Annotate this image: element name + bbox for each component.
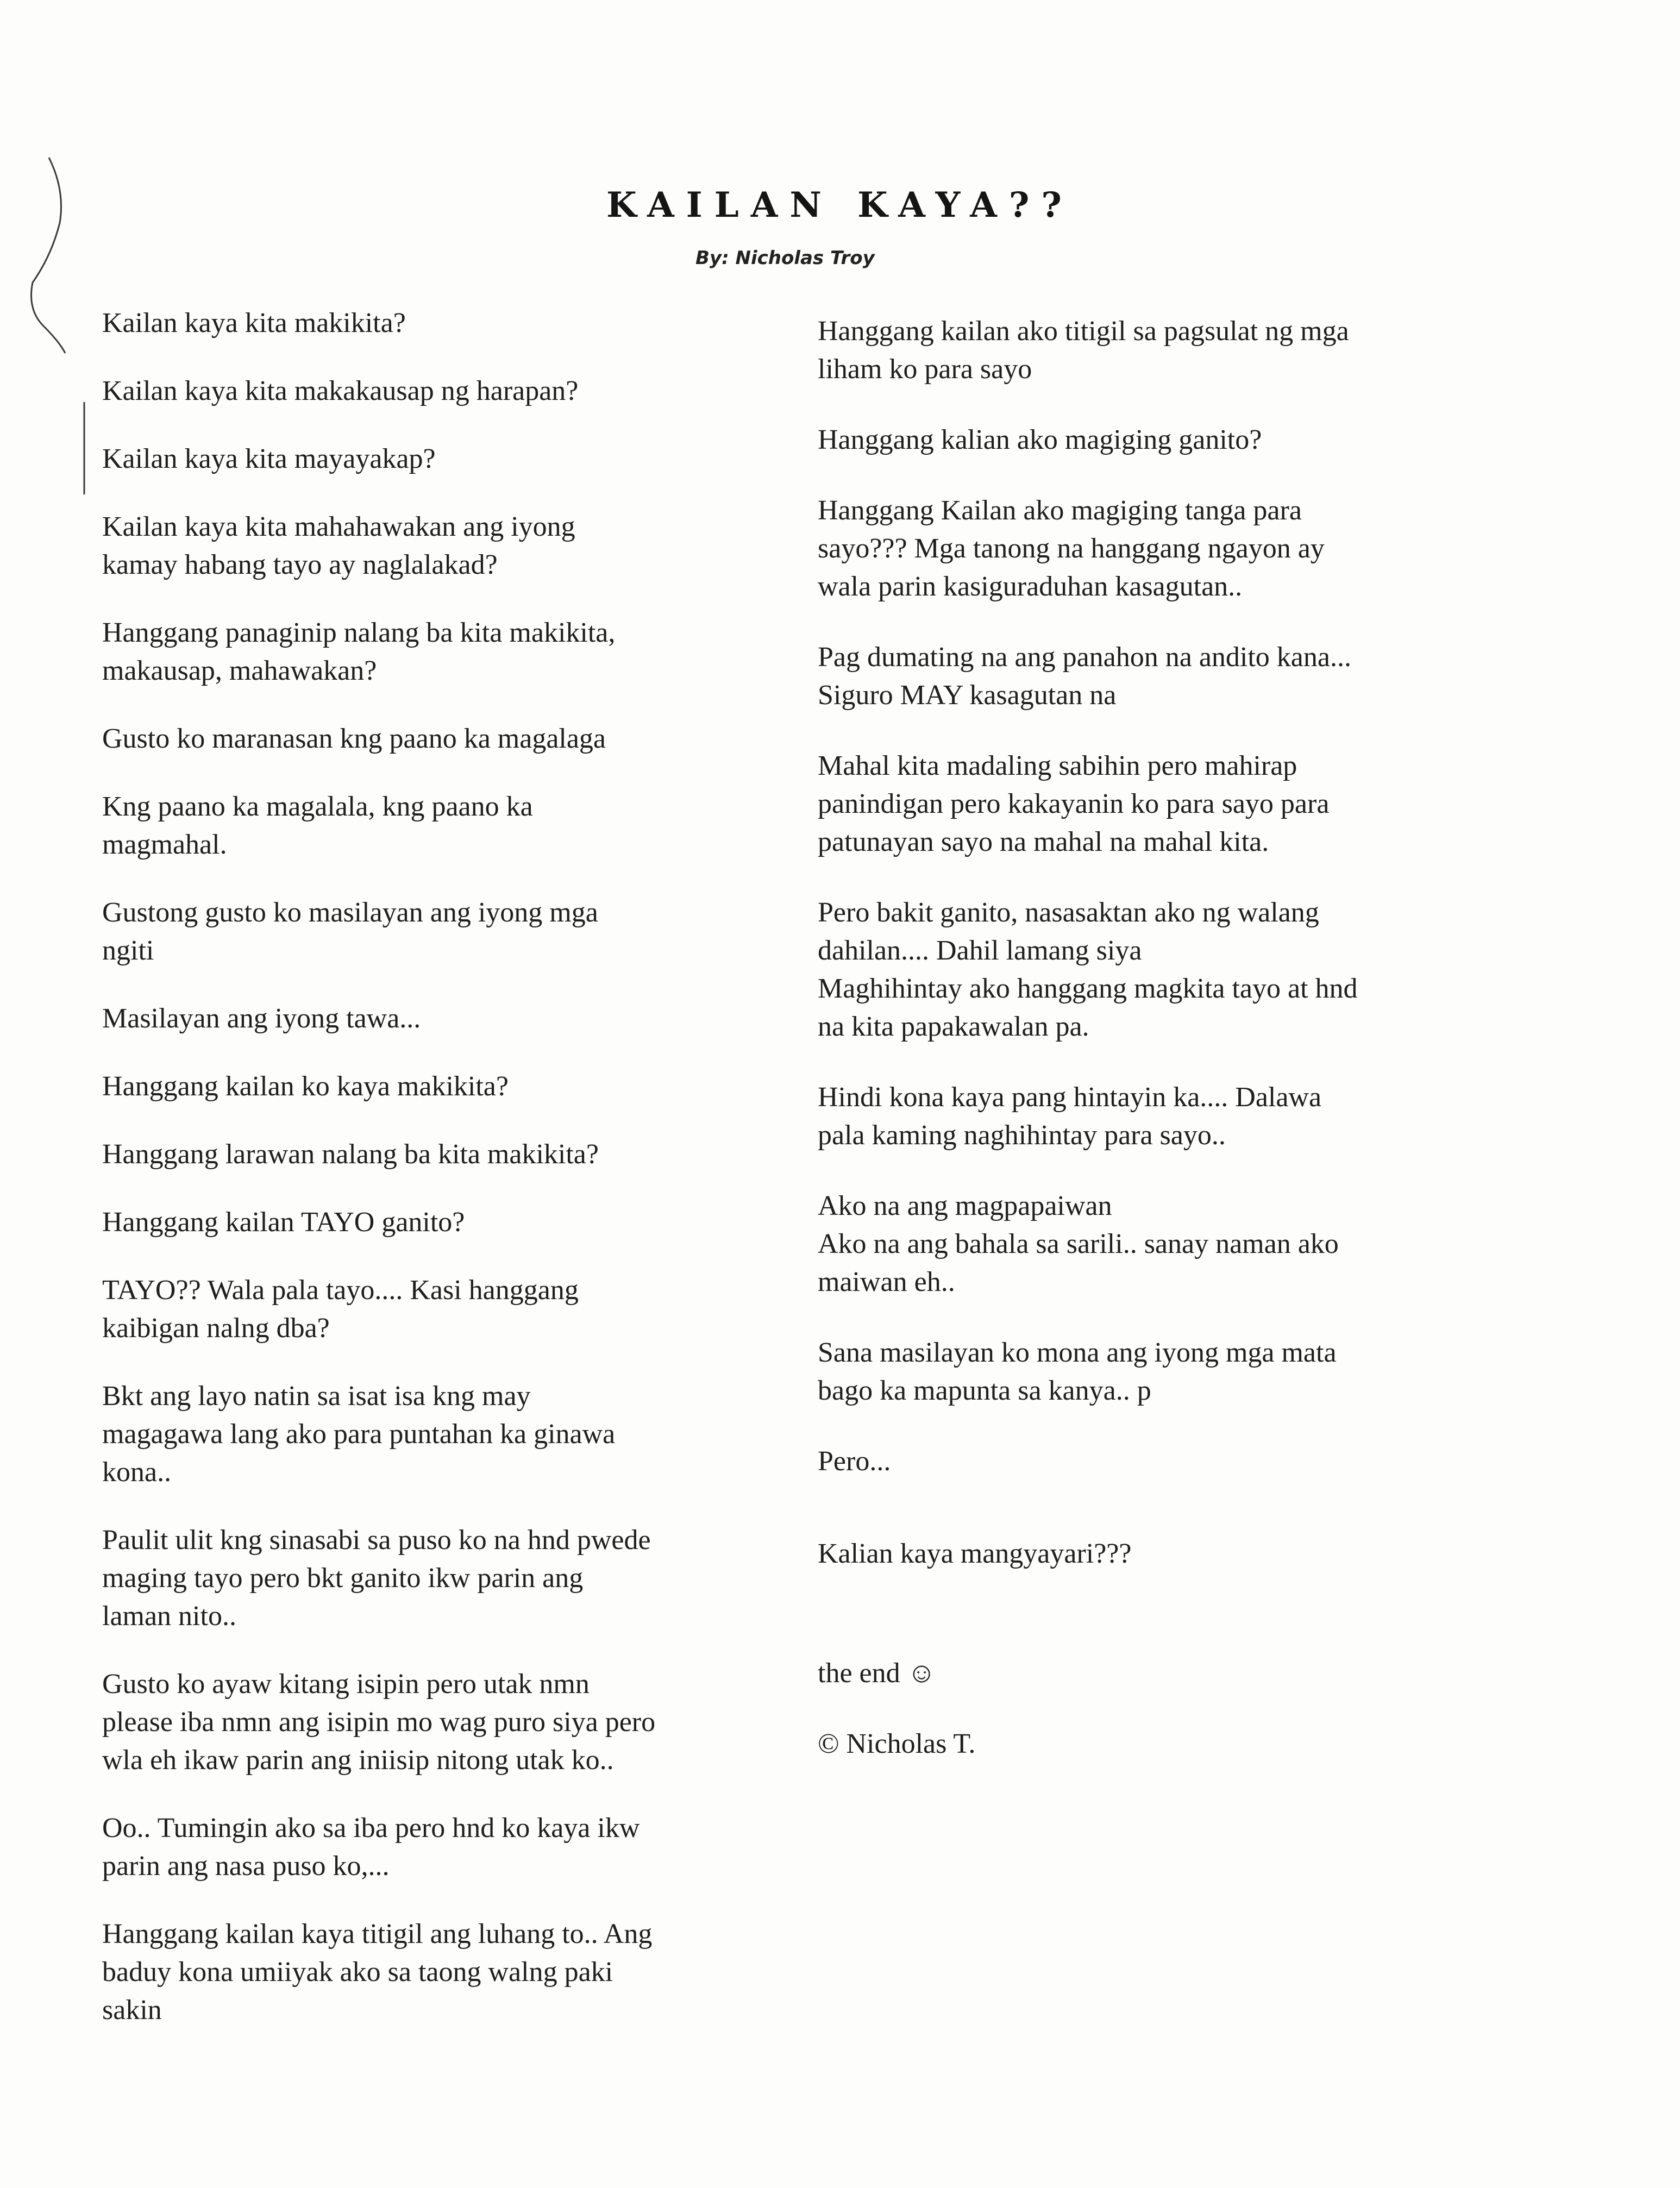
stanza: Kng paano ka magalala, kng paano ka magmahal. (102, 791, 533, 860)
stanza: Kailan kaya kita mayayakap? (102, 443, 436, 474)
stanza: Hanggang kailan kaya titigil ang luhang to.. Ang baduy kona umiiyak ako sa taong walng paki sakin (102, 1919, 653, 2026)
stanza: Paulit ulit kng sinasabi sa puso ko na hnd pwede maging tayo pero bkt ganito ikw parin ang laman nito.. (102, 1525, 651, 1632)
stanza: Kailan kaya kita mahahawakan ang iyong kamay habang tayo ay naglalakad? (102, 511, 575, 580)
stanza: Hanggang Kailan ako magiging tanga para sayo??? Mga tanong na hanggang ngayon ay wala parin kasiguraduhan kasagutan.. (818, 495, 1325, 602)
stanza: Masilayan ang iyong tawa... (102, 1003, 421, 1034)
poem-title: KAILAN KAYA?? (606, 185, 1074, 225)
right-column (818, 312, 1464, 1796)
stanza: Kailan kaya kita makakausap ng harapan? (102, 375, 579, 406)
stanza: Sana masilayan ko mona ang iyong mga mata bago ka mapunta sa kanya.. p (818, 1337, 1337, 1406)
stanza: Pero bakit ganito, nasasaktan ako ng walang dahilan.... Dahil lamang siya Maghihintay ako hanggang magkita tayo at hnd na kita papakawalan pa. (818, 897, 1358, 1042)
stanza: Pero... (818, 1446, 891, 1477)
poem-byline: By: Nicholas Troy (695, 247, 875, 269)
stanza: Kalian kaya mangyayari??? (818, 1538, 1132, 1569)
closing-line: the end ☺ (818, 1658, 936, 1689)
stanza: Pag dumating na ang panahon na andito kana... Siguro MAY kasagutan na (818, 642, 1351, 711)
stanza: Hanggang panaginip nalang ba kita makikita, makausap, mahawakan? (102, 617, 616, 686)
stanza: Bkt ang layo natin sa isat isa kng may magagawa lang ako para puntahan ka ginawa kona.. (102, 1381, 616, 1488)
stanza: Kailan kaya kita makikita? (102, 308, 406, 338)
stanza: Ako na ang magpapaiwan Ako na ang bahala sa sarili.. sanay naman ako maiwan eh.. (818, 1190, 1339, 1297)
stanza: Hindi kona kaya pang hintayin ka.... Dalawa pala kaming naghihintay para sayo.. (818, 1082, 1322, 1151)
left-column (102, 304, 803, 2059)
stanza: Hanggang kailan ko kaya makikita? (102, 1071, 509, 1102)
stanza: TAYO?? Wala pala tayo.... Kasi hanggang kaibigan nalng dba? (102, 1275, 579, 1344)
stanza: Gusto ko ayaw kitang isipin pero utak nmn please iba nmn ang isipin mo wag puro siya pero wla eh ikaw parin ang iniisip nitong utak ko.. (102, 1669, 656, 1776)
stanza: Hanggang kailan TAYO ganito? (102, 1207, 465, 1238)
stanza: Hanggang kailan ako titigil sa pagsulat ng mga liham ko para sayo (818, 316, 1349, 385)
copyright: © Nicholas T. (818, 1728, 976, 1759)
stanza: Gusto ko maranasan kng paano ka magalaga (102, 723, 606, 754)
stanza: Oo.. Tumingin ako sa iba pero hnd ko kaya ikw parin ang nasa puso ko,... (102, 1813, 640, 1882)
stanza: Mahal kita madaling sabihin pero mahirap panindigan pero kakayanin ko para sayo para patunayan sayo na mahal na mahal kita. (818, 750, 1330, 857)
stanza: Hanggang kalian ako magiging ganito? (818, 424, 1262, 455)
stanza: Hanggang larawan nalang ba kita makikita? (102, 1139, 599, 1170)
stanza: Gustong gusto ko masilayan ang iyong mga ngiti (102, 897, 598, 966)
